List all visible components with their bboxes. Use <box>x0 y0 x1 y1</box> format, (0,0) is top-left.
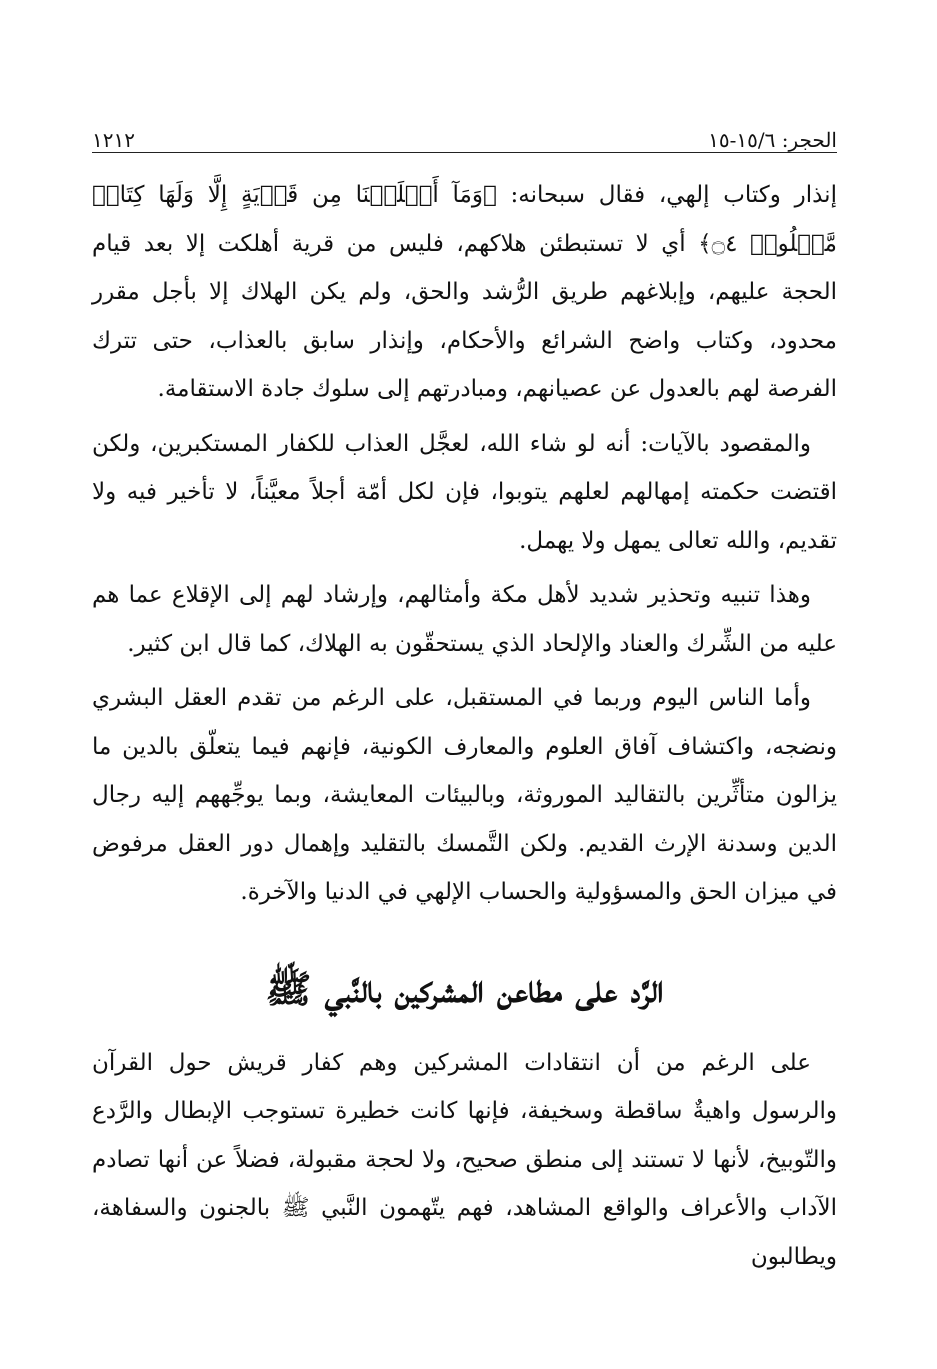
book-page <box>92 110 837 1287</box>
paragraph-4: وأما الناس اليوم وربما في المستقبل، على الرغم من تقدم العقل البشري ونضجه، واكتشاف آفاق العلوم والمعارف الكونية، فإنهم فيما يتعلّق بالدين ما يزالون متأثِّرين بالتقاليد الموروثة، وبالبيئات المعايشة، وبما يوجِّههم إليه رجال الدين وسدنة الإرث القديم. ولكن التَّمسك بالتقليد وإهمال دور العقل مرفوض في ميزان الحق والمسؤولية والحساب الإلهي في الدنيا والآخرة. <box>92 685 837 905</box>
section-heading: الرَّد على مطاعن المشركين بالنَّبي ﷺ <box>265 965 664 1011</box>
chapter-reference: الحجر: ١٥/٦-١٥ <box>708 128 837 152</box>
running-header <box>92 110 837 153</box>
paragraph-3: وهذا تنبيه وتحذير شديد لأهل مكة وأمثالهم، وإرشاد لهم إلى الإقلاع عما هم عليه من الشِّرك والعناد والإلحاد الذي يستحقّون به الهلاك، كما قال ابن كثير. <box>92 582 837 657</box>
paragraph-5: على الرغم من أن انتقادات المشركين وهم كفار قريش حول القرآن والرسول واهيةٌ ساقطة وسخيفة، فإنها كانت خطيرة تستوجب الإبطال والرَّدع والتّوبيخ، لأنها لا تستند إلى منطق صحيح، ولا لحجة مقبولة، فضلاً عن أنها تصادم الآداب والأعراف والواقع المشاهد، فهم يتّهمون النَّبي ﷺ بالجنون والسفاهة، ويطالبون <box>92 1049 837 1270</box>
page-body <box>92 171 837 1281</box>
paragraph-1 <box>92 171 837 414</box>
paragraph-2: والمقصود بالآيات: أنه لو شاء الله، لعجَّل العذاب للكفار المستكبرين، ولكن اقتضت حكمته إمهالهم لعلهم يتوبوا، فإن لكل أمّة أجلاً معيَّناً، لا تأخير فيه ولا تقديم، والله تعالى يمهل ولا يهمل. <box>92 430 837 554</box>
paragraph-1-text: أي لا تستبطئن هلاكهم، فليس من قرية أهلكت إلا بعد قيام الحجة عليهم، وإبلاغهم طريق الرُّشد والحق، ولم يكن الهلاك إلا بأجل مقرر محدود، وكتاب واضح الشرائع والأحكام، وإنذار سابق بالعذاب، حتى تترك الفرصة لهم بالعدول عن عصيانهم، ومبادرتهم إلى سلوك جادة الاستقامة. <box>92 230 837 402</box>
page-number: ١٢١٢ <box>92 128 135 152</box>
paragraph-1-lead: إنذار وكتاب إلهي، فقال سبحانه: <box>496 182 837 208</box>
quran-verse: ﴿وَمَآ أَهۡلَكۡنَا مِن قَرۡيَةٍ إِلَّا وَلَهَا كِتَابٞ مَّعۡلُومٞ ۝٤﴾ <box>92 182 837 257</box>
